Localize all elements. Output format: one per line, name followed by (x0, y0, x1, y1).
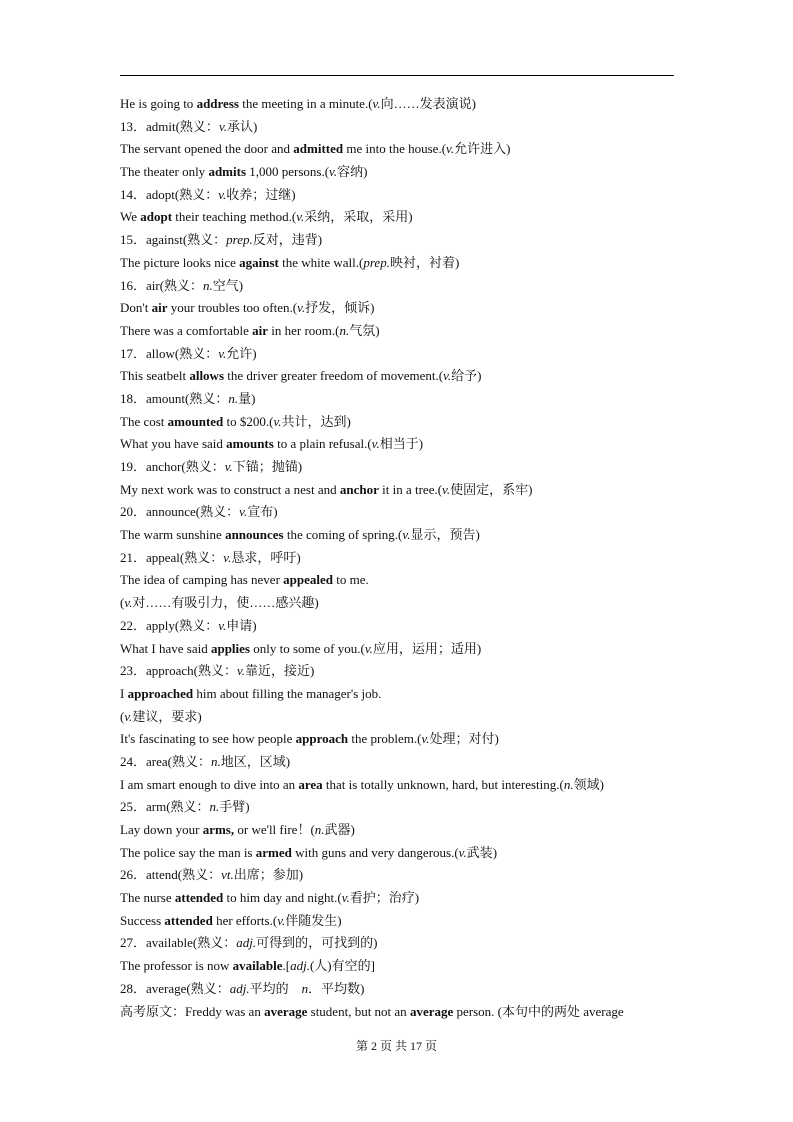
text-run: to a plain refusal.( (273, 436, 372, 452)
part-of-speech: n. (209, 799, 220, 815)
text-run: 18．amount(熟义： (120, 390, 229, 406)
text-line (120, 456, 680, 479)
text-run: The professor is now (120, 958, 233, 974)
text-run: We (120, 209, 141, 225)
text-line (120, 343, 680, 366)
part-of-speech: n (301, 980, 309, 996)
part-of-speech: vt. (221, 867, 234, 883)
part-of-speech: v. (124, 708, 133, 724)
text-run: 下锚；抛锚) (232, 459, 303, 474)
part-of-speech: adj. (290, 958, 310, 974)
text-run: 给予) (451, 368, 482, 384)
text-line (120, 501, 680, 524)
part-of-speech: v. (218, 186, 227, 202)
text-run: 向……发表演说) (380, 96, 476, 111)
text-line (120, 592, 680, 615)
text-run: 允许进入) (454, 141, 511, 157)
text-run: 地区，区域) (220, 753, 291, 769)
bold-term: against (239, 254, 279, 270)
bold-term: arms, (202, 822, 235, 837)
text-line (120, 479, 680, 502)
text-run: the coming of spring.( (283, 527, 403, 543)
text-run: only to some of you.( (249, 640, 365, 656)
text-run: 可得到的，可找到的) (256, 935, 378, 951)
part-of-speech: v. (218, 118, 227, 134)
text-run: 13．admit(熟义： (120, 118, 219, 134)
text-run: I am smart enough to dive into an (120, 776, 299, 792)
text-line (120, 819, 680, 842)
part-of-speech: v. (277, 912, 286, 928)
bold-term: armed (255, 844, 292, 860)
text-run: that is totally unknown, hard, but interesting.( (322, 776, 564, 792)
text-run: or we'll fire！( (234, 822, 315, 837)
text-run: 看护；治疗) (349, 890, 420, 906)
text-run: The idea of camping has never (120, 572, 284, 588)
text-run: 领域) (573, 776, 604, 792)
text-line (120, 978, 680, 1001)
text-run: 24．area(熟义： (120, 753, 211, 769)
text-run: 共计，达到) (281, 413, 351, 429)
text-run: It's fascinating to see how people (120, 731, 296, 747)
bold-term: average (264, 1003, 308, 1019)
text-line (120, 252, 680, 275)
part-of-speech: n. (563, 776, 574, 792)
text-run: 伴随发生) (285, 912, 342, 928)
text-run: 出席；参加) (233, 867, 304, 883)
text-line (120, 887, 680, 910)
text-run: 20．announce(熟义： (120, 504, 240, 520)
part-of-speech: n. (210, 753, 221, 769)
text-run: 27．available(熟义： (120, 935, 237, 951)
text-run: (人)有空的] (309, 958, 375, 974)
document-body (120, 93, 680, 1023)
text-line (120, 184, 680, 207)
text-run: 26．attend(熟义： (120, 867, 222, 883)
text-line (120, 660, 680, 683)
text-run: in her room.( (268, 322, 340, 338)
text-line (120, 297, 680, 320)
text-run: 靠近，接近) (245, 663, 315, 679)
bold-term: approached (127, 685, 194, 701)
text-run: their teaching method.( (172, 209, 297, 225)
text-line (120, 751, 680, 774)
text-run: 武器) (324, 822, 355, 837)
part-of-speech: v. (218, 617, 227, 633)
text-run: The nurse (120, 890, 175, 906)
part-of-speech: v. (236, 663, 246, 679)
text-run: her efforts.( (212, 912, 278, 928)
text-run: 反对，违背) (252, 232, 323, 248)
text-run: ．平均数) (308, 980, 365, 996)
text-run: 应用，运用；适用) (372, 640, 482, 656)
part-of-speech: v. (364, 640, 373, 656)
text-run: 收养；过继) (226, 186, 296, 202)
text-run: 21．appeal(熟义： (120, 549, 224, 565)
text-run: 17．allow(熟义： (120, 345, 219, 361)
text-run: it in a tree.( (378, 481, 443, 497)
text-line (120, 955, 680, 978)
part-of-speech: n. (314, 822, 325, 837)
text-line (120, 1001, 680, 1024)
text-line (120, 706, 680, 729)
text-line (120, 275, 680, 298)
part-of-speech: v. (239, 504, 248, 520)
bold-term: amounted (167, 413, 224, 429)
part-of-speech: n. (339, 322, 350, 338)
part-of-speech: n. (228, 390, 239, 406)
text-line (120, 774, 680, 797)
text-run: The police say the man is (120, 844, 256, 860)
text-run: 22．apply(熟义： (120, 617, 219, 633)
text-run: 量) (238, 390, 256, 406)
text-run: The warm sunshine (120, 527, 226, 543)
bold-term: attended (164, 912, 213, 928)
text-run: 恳求，呼吁) (231, 549, 301, 565)
text-line (120, 161, 680, 184)
bold-term: appealed (283, 572, 333, 588)
text-run: 建议，要求) (132, 708, 202, 724)
text-run: 15．against(熟义： (120, 232, 227, 248)
part-of-speech: v. (446, 141, 455, 157)
text-line (120, 569, 680, 592)
text-line (120, 388, 680, 411)
part-of-speech: prep. (363, 254, 390, 270)
text-run: the white wall.( (278, 254, 364, 270)
part-of-speech: v. (329, 164, 338, 180)
text-run: Success (120, 912, 165, 928)
text-run: 宣布) (247, 504, 278, 520)
text-run: 显示，预告) (410, 527, 480, 543)
text-run: The cost (120, 413, 168, 429)
text-run: the meeting in a minute.( (238, 96, 373, 111)
header-rule (120, 75, 674, 76)
bold-term: allows (189, 368, 224, 384)
bold-term: average (409, 1003, 454, 1019)
text-run: to him day and night.( (223, 890, 342, 906)
text-line (120, 910, 680, 933)
part-of-speech: n. (203, 277, 213, 293)
text-line (120, 365, 680, 388)
text-line (120, 864, 680, 887)
page-footer: 第 2 页 共 17 页 (355, 1039, 437, 1053)
part-of-speech: v. (218, 345, 227, 361)
part-of-speech: v. (372, 96, 381, 111)
part-of-speech: v. (421, 731, 430, 747)
text-run: He is going to (120, 96, 197, 111)
text-run: 25．arm(熟义： (120, 799, 210, 815)
text-run: The servant opened the door and (120, 141, 294, 157)
text-line (120, 615, 680, 638)
text-run: 允许) (226, 345, 257, 361)
part-of-speech: v. (442, 481, 451, 497)
bold-term: anchor (339, 481, 379, 497)
text-run: 19．anchor(熟义： (120, 459, 225, 474)
text-run: 空气) (212, 277, 244, 293)
part-of-speech: v. (402, 527, 411, 543)
text-run: 相当于) (379, 436, 424, 452)
part-of-speech: adj. (229, 980, 250, 996)
text-run: .[ (282, 958, 291, 974)
part-of-speech: prep. (226, 232, 253, 248)
bold-term: address (196, 96, 239, 111)
bold-term: announces (225, 527, 284, 543)
part-of-speech: v. (224, 459, 233, 474)
text-line (120, 842, 680, 865)
text-run: to me. (333, 572, 369, 588)
part-of-speech: v. (297, 300, 306, 316)
text-run: 高考原文：Freddy was an (120, 1003, 265, 1019)
text-run: 1,000 persons.( (246, 164, 330, 180)
part-of-speech: adj. (236, 935, 257, 951)
text-run: him about filling the manager's job. (193, 685, 382, 701)
text-line (120, 138, 680, 161)
text-run: 16．air(熟义： (120, 277, 204, 293)
bold-term: adopt (140, 209, 173, 225)
text-line (120, 547, 680, 570)
text-run: me into the house.( (343, 141, 447, 157)
bold-term: air (252, 322, 268, 338)
text-run: 14．adopt(熟义： (120, 186, 219, 202)
bold-term: available (232, 958, 283, 974)
text-run: 23．approach(熟义： (120, 663, 237, 679)
text-run: What I have said (120, 640, 211, 656)
bold-term: applies (210, 640, 250, 656)
bold-term: admitted (293, 141, 344, 157)
text-run: 抒发，倾诉) (305, 300, 375, 316)
text-run: This seatbelt (120, 368, 190, 384)
part-of-speech: v. (296, 209, 305, 225)
text-line (120, 796, 680, 819)
text-line (120, 433, 680, 456)
text-line (120, 524, 680, 547)
part-of-speech: v. (273, 413, 282, 429)
text-run: The picture looks nice (120, 254, 240, 270)
text-line (120, 206, 680, 229)
text-run: the problem.( (348, 731, 422, 747)
part-of-speech: v. (443, 368, 452, 384)
text-run: What you have said (120, 436, 227, 452)
text-line (120, 683, 680, 706)
text-run: your troubles too often.( (167, 300, 298, 316)
text-run: person. (本句中的两处 average (453, 1003, 624, 1019)
text-line (120, 320, 680, 343)
part-of-speech: v. (341, 890, 350, 906)
part-of-speech: v. (458, 844, 467, 860)
text-run: I (120, 685, 128, 701)
bold-term: approach (295, 731, 349, 747)
text-line (120, 93, 680, 116)
text-run: with guns and very dangerous.( (291, 844, 459, 860)
text-run: 手臂) (219, 799, 250, 815)
text-line (120, 932, 680, 955)
text-run: 处理；对付) (429, 731, 499, 747)
text-run: Lay down your (120, 822, 203, 837)
part-of-speech: v. (124, 595, 133, 611)
bold-term: admits (208, 164, 246, 180)
text-run: 采纳，采取，采用) (304, 209, 413, 225)
text-run: Don't (120, 300, 152, 316)
text-run: the driver greater freedom of movement.( (224, 368, 444, 384)
text-run: 28．average(熟义： (120, 980, 230, 996)
part-of-speech: v. (223, 549, 232, 565)
text-run: to $200.( (223, 413, 274, 429)
text-line (120, 116, 680, 139)
text-run: 映衬，衬着) (389, 254, 460, 270)
text-run: 平均的 (249, 980, 302, 996)
text-run: 武装) (466, 844, 498, 860)
bold-term: attended (174, 890, 224, 906)
text-run: The theater only (120, 164, 209, 180)
bold-term: air (151, 300, 168, 316)
text-run: ( (120, 708, 125, 724)
text-run: 使固定，系牢) (450, 481, 533, 497)
text-run: There was a comfortable (120, 322, 253, 338)
text-run: 气氛) (349, 322, 380, 338)
bold-term: amounts (226, 436, 274, 452)
text-run: 对……有吸引力，使……感兴趣) (132, 595, 319, 611)
text-run: student, but not an (307, 1003, 410, 1019)
text-line (120, 728, 680, 751)
text-line (120, 229, 680, 252)
text-line (120, 411, 680, 434)
part-of-speech: v. (371, 436, 380, 452)
text-run: 承认) (227, 118, 258, 134)
text-run: 容纳) (337, 164, 368, 180)
text-run: My next work was to construct a nest and (120, 481, 340, 497)
text-line (120, 638, 680, 661)
text-run: 申请) (226, 617, 257, 633)
text-run: ( (120, 595, 125, 611)
bold-term: area (298, 776, 323, 792)
